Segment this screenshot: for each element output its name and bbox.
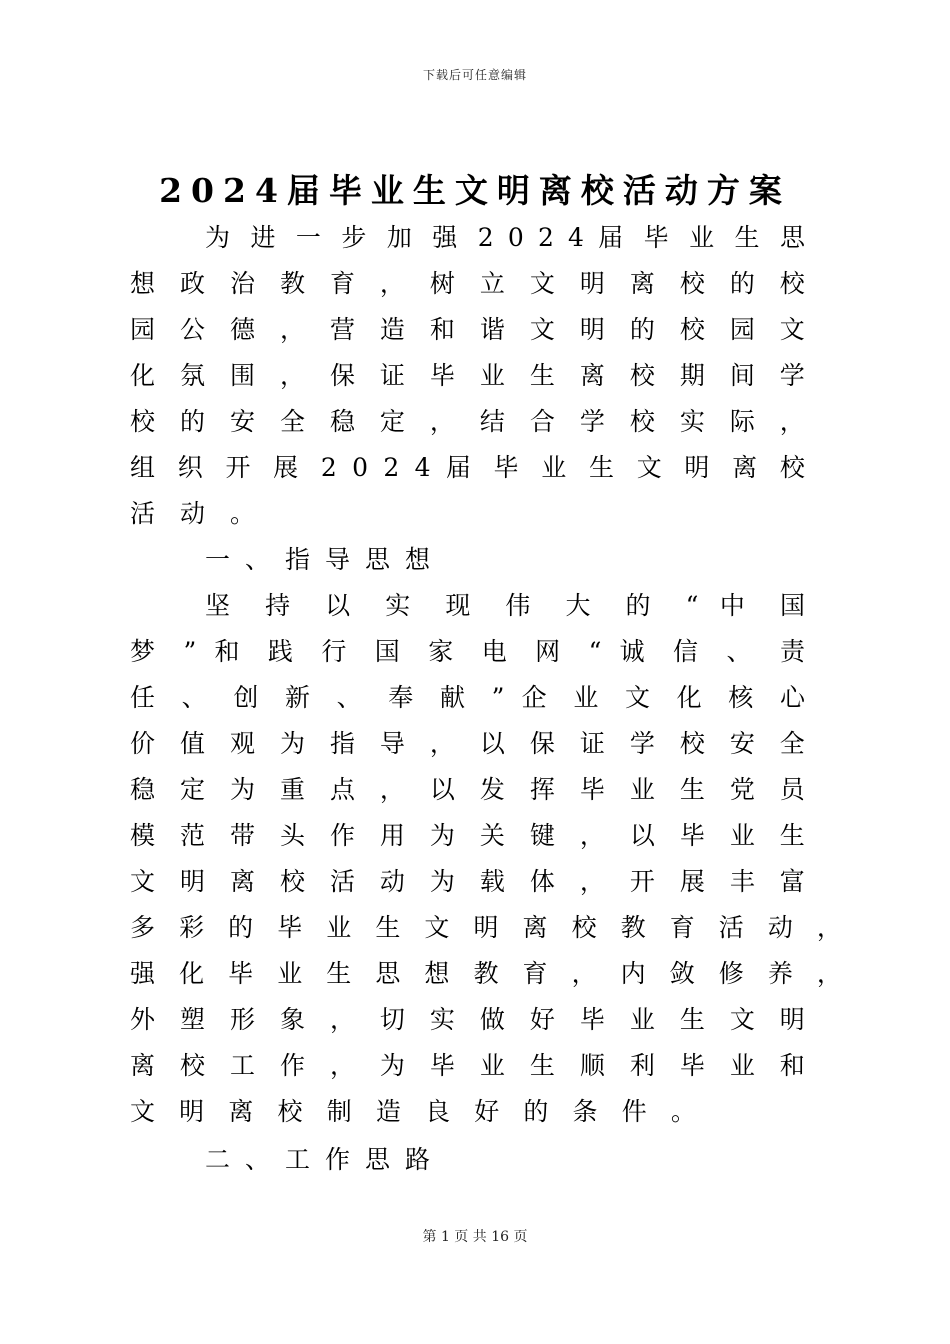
- section1-line-4: 价 值 观 为 指 导 ， 以 保 证 学 校 安 全: [130, 729, 805, 758]
- section1-line-7: 文 明 离 校 活 动 为 载 体 ， 开 展 丰 富: [130, 867, 805, 896]
- document-title: 2024届毕业生文明离校活动方案: [159, 171, 791, 210]
- intro-line-3: 园 公 德 ， 营 造 和 谐 文 明 的 校 园 文: [130, 315, 805, 344]
- section1-line-3: 任 、 创 新 、 奉 献 ” 企 业 文 化 核 心: [130, 683, 805, 712]
- section1-line-11: 离 校 工 作 ， 为 毕 业 生 顺 利 毕 业 和: [130, 1051, 805, 1080]
- section1-line-8: 多 彩 的 毕 业 生 文 明 离 校 教 育 活 动 ，: [130, 913, 842, 942]
- header-note: 下载后可任意编辑: [422, 68, 527, 82]
- section1-line-10: 外 塑 形 象 ， 切 实 做 好 毕 业 生 文 明: [130, 1005, 805, 1034]
- section1-line-12: 文 明 离 校 制 造 良 好 的 条 件 。: [130, 1097, 696, 1126]
- intro-line-6: 组 织 开 展 2 0 2 4 届 毕 业 生 文 明 离 校: [130, 453, 805, 482]
- intro-line-4: 化 氛 围 ， 保 证 毕 业 生 离 校 期 间 学: [130, 361, 805, 390]
- intro-line-7: 活 动 。: [130, 499, 255, 528]
- section1-line-2: 梦 ” 和 践 行 国 家 电 网 “ 诚 信 、 责: [130, 637, 805, 666]
- section1-line-9: 强 化 毕 业 生 思 想 教 育 ， 内 敛 修 养 ，: [130, 959, 842, 988]
- section1-line-5: 稳 定 为 重 点 ， 以 发 挥 毕 业 生 党 员: [130, 775, 805, 804]
- section-heading-guiding-ideology: 一、指导思想: [205, 545, 446, 574]
- section-heading-work-approach: 二、工作思路: [205, 1145, 446, 1174]
- intro-line-5: 校 的 安 全 稳 定 ， 结 合 学 校 实 际 ，: [130, 407, 805, 436]
- section1-line-6: 模 范 带 头 作 用 为 关 键 ， 以 毕 业 生: [130, 821, 805, 850]
- page-footer: 第 1 页 共 16 页: [422, 1229, 528, 1245]
- section1-line-1: 坚 持 以 实 现 伟 大 的 “ 中 国: [205, 591, 806, 620]
- intro-line-2: 想 政 治 教 育 ， 树 立 文 明 离 校 的 校: [130, 269, 805, 298]
- intro-line-1: 为 进 一 步 加 强 2 0 2 4 届 毕 业 生 思: [205, 223, 805, 252]
